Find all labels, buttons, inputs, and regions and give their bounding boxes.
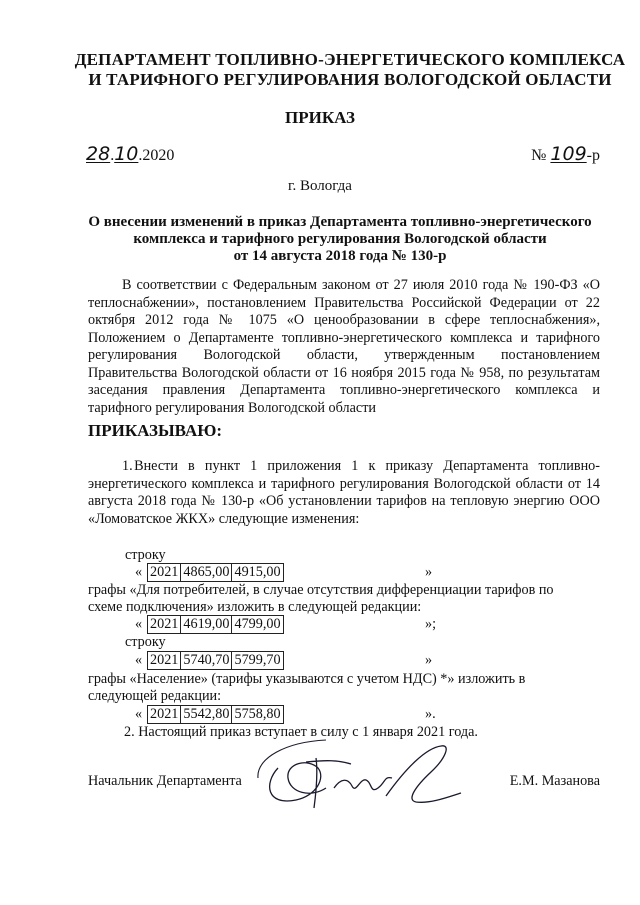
handwritten-signature [256, 738, 466, 818]
table-cell-value: 4865,00 [181, 564, 232, 582]
table-cell-year: 2021 [148, 652, 181, 670]
subject-line2: комплекса и тарифного регулирования Вологодской области [133, 231, 547, 247]
columns-text-1b: схеме подключения» изложить в следующей редакции: [88, 599, 422, 615]
tariff-table-3 [147, 651, 284, 670]
date-separator: . [110, 147, 115, 164]
close-quote: » [425, 652, 433, 668]
close-quote: » [425, 564, 433, 580]
table-cell-year: 2021 [148, 616, 181, 634]
table-cell-year: 2021 [148, 706, 181, 724]
department-heading [60, 50, 640, 90]
order-date [86, 143, 174, 165]
preamble-text: В соответствии с Федеральным законом от 27 июля 2010 года № 190-ФЗ «О теплоснабжении», постановлением Правительства Российской Федерации от 22 октября 2012 года № 1075 «О ценообразовании в сфере теплоснабжения», Положением о Департаменте топливно-энергетического комплекса и тарифного регулирования Вологодской области, утвержденным постановлением Правительства Вологодской области от 16 ноября 2015 года № 958, по результатам заседания правления Департамента топливно-энергетического комплекса и тарифного регулирования Вологодской области [88, 277, 600, 416]
table-cell-value: 5799,70 [232, 652, 283, 670]
close-quote: ». [425, 706, 436, 722]
table-cell-value: 4799,00 [232, 616, 283, 634]
city: г. Вологда [288, 178, 352, 194]
columns-text-2b: следующей редакции: [88, 688, 222, 704]
signatory-position: Начальник Департамента [88, 773, 242, 789]
item-1-number: 1. [122, 458, 133, 474]
stroku-label-2: строку [125, 634, 166, 650]
order-number [531, 143, 600, 165]
item-1 [88, 458, 600, 528]
subject-line1: О внесении изменений в приказ Департамента топливно-энергетического [88, 214, 592, 230]
table-cell-value: 5758,80 [232, 706, 283, 724]
columns-text-1: графы «Для потребителей, в случае отсутствия дифференциации тарифов по [88, 582, 554, 598]
table-cell-value: 5542,80 [181, 706, 232, 724]
order-word: ПРИКАЗЫВАЮ: [88, 421, 223, 440]
tariff-table-1 [147, 563, 284, 582]
item-1-text: Внести в пункт 1 приложения 1 к приказу Департамента топливно-энергетического комплекса и тарифного регулирования Вологодской области от 14 августа 2018 года № 130-р «Об установлении тарифов на тепловую энергию ООО «Ломоватское ЖКХ» следующие изменения: [88, 458, 600, 527]
table-cell-value: 5740,70 [181, 652, 232, 670]
close-quote: »; [425, 616, 437, 632]
table-cell-year: 2021 [148, 564, 181, 582]
date-month-handwritten: 10 [114, 143, 139, 165]
subject-line3: от 14 августа 2018 года № 130-р [233, 248, 447, 264]
number-prefix: № [531, 147, 547, 164]
number-handwritten: 109 [550, 143, 587, 165]
preamble-paragraph [88, 277, 600, 417]
open-quote: « [135, 706, 143, 722]
number-suffix: -р [586, 147, 600, 164]
tariff-table-2 [147, 615, 284, 634]
open-quote: « [135, 616, 143, 632]
signatory-name: Е.М. Мазанова [509, 773, 600, 789]
item-2: 2. Настоящий приказ вступает в силу с 1 января 2021 года. [124, 724, 478, 740]
open-quote: « [135, 652, 143, 668]
date-year: .2020 [138, 147, 175, 164]
department-heading-line2: И ТАРИФНОГО РЕГУЛИРОВАНИЯ ВОЛОГОДСКОЙ ОБЛАСТИ [88, 70, 612, 89]
columns-text-2: графы «Население» (тарифы указываются с учетом НДС) *» изложить в [88, 671, 526, 687]
tariff-table-4 [147, 705, 284, 724]
department-heading-line1: ДЕПАРТАМЕНТ ТОПЛИВНО-ЭНЕРГЕТИЧЕСКОГО КОМПЛЕКСА [74, 50, 626, 69]
table-cell-value: 4619,00 [181, 616, 232, 634]
stroku-label-1: строку [125, 547, 166, 563]
date-day-handwritten: 28 [86, 143, 111, 165]
open-quote: « [135, 564, 143, 580]
document-type: ПРИКАЗ [285, 108, 355, 127]
order-subject [80, 214, 600, 265]
table-cell-value: 4915,00 [232, 564, 283, 582]
